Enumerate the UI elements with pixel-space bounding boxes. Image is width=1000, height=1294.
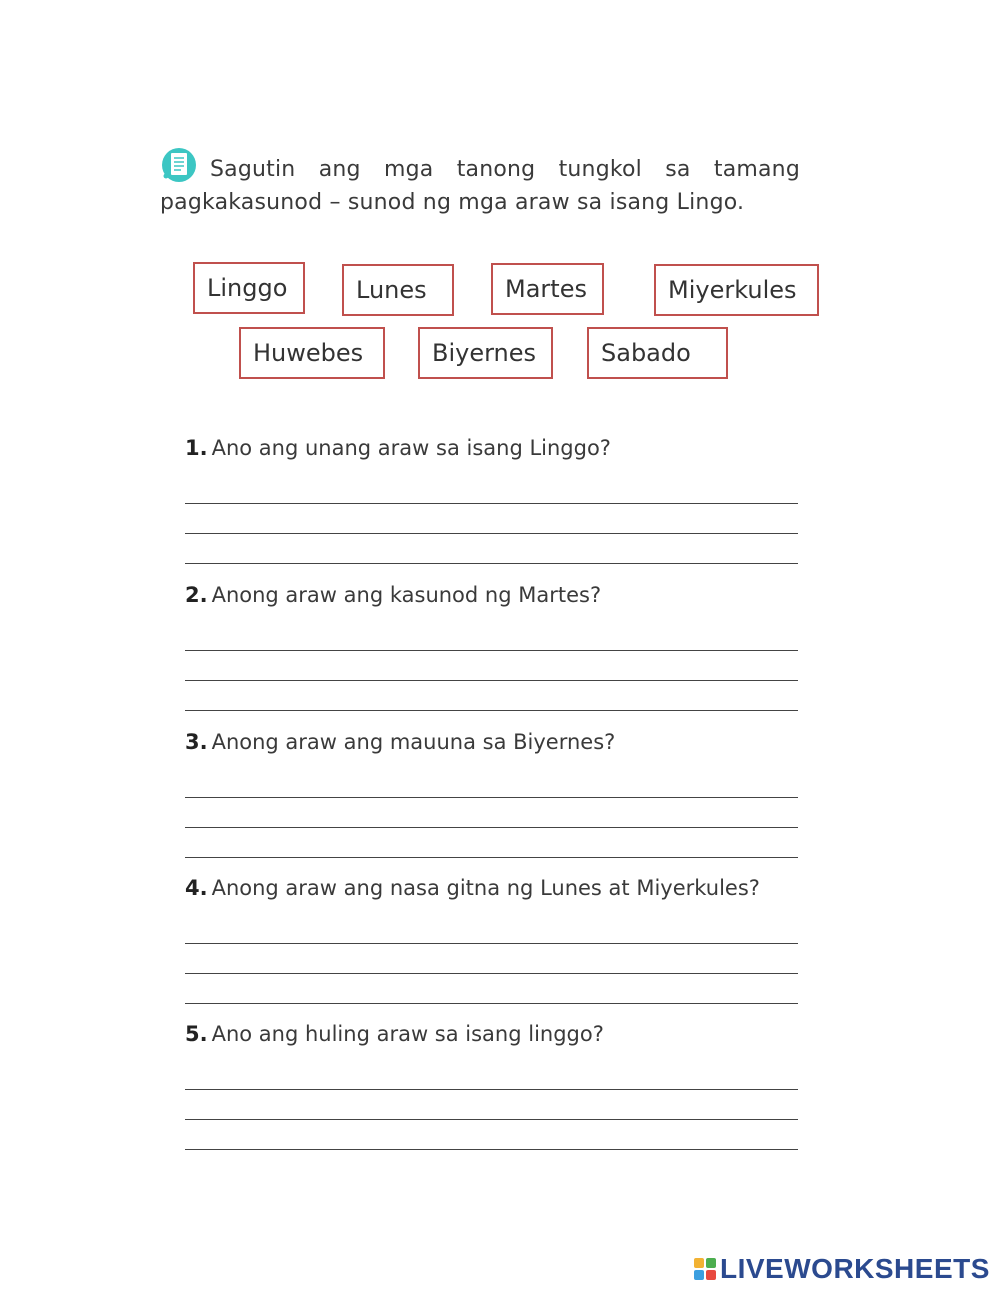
question-5 — [185, 1022, 604, 1046]
day-box-sabado[interactable]: Sabado — [587, 327, 728, 379]
answer-line[interactable] — [185, 563, 798, 564]
answer-line[interactable] — [185, 533, 798, 534]
answer-line[interactable] — [185, 710, 798, 711]
answer-line[interactable] — [185, 973, 798, 974]
logo-text: LIVEWORKSHEETS — [720, 1253, 990, 1284]
instruction — [160, 146, 800, 219]
answer-line[interactable] — [185, 680, 798, 681]
question-3 — [185, 730, 615, 754]
document-chat-icon — [160, 146, 198, 184]
question-text: Anong araw ang mauuna sa Biyernes? — [211, 730, 616, 754]
answer-line[interactable] — [185, 1149, 798, 1150]
answer-line[interactable] — [185, 650, 798, 651]
question-number: 3. — [185, 730, 208, 754]
question-2 — [185, 583, 601, 607]
question-1 — [185, 436, 611, 460]
question-number: 2. — [185, 583, 208, 607]
answer-line[interactable] — [185, 503, 798, 504]
question-text: Anong araw ang nasa gitna ng Lunes at Miyerkules? — [211, 876, 760, 900]
day-box-huwebes[interactable]: Huwebes — [239, 327, 385, 379]
answer-line[interactable] — [185, 943, 798, 944]
answer-line[interactable] — [185, 1003, 798, 1004]
answer-line[interactable] — [185, 1119, 798, 1120]
question-number: 5. — [185, 1022, 208, 1046]
question-text: Anong araw ang kasunod ng Martes? — [211, 583, 602, 607]
day-box-miyerkules[interactable]: Miyerkules — [654, 264, 819, 316]
day-box-martes[interactable]: Martes — [491, 263, 604, 315]
question-number: 4. — [185, 876, 208, 900]
instruction-text: Sagutin ang mga tanong tungkol sa tamang pagkakasunod – sunod ng mga araw sa isang Lingo. — [160, 157, 800, 215]
question-text: Ano ang huling araw sa isang linggo? — [211, 1022, 604, 1046]
question-number: 1. — [185, 436, 208, 460]
liveworksheets-logo[interactable] — [694, 1254, 990, 1284]
day-box-biyernes[interactable]: Biyernes — [418, 327, 553, 379]
answer-line[interactable] — [185, 1089, 798, 1090]
question-4 — [185, 876, 760, 900]
logo-blocks-icon — [694, 1258, 716, 1280]
answer-line[interactable] — [185, 797, 798, 798]
question-text: Ano ang unang araw sa isang Linggo? — [211, 436, 611, 460]
day-box-linggo[interactable]: Linggo — [193, 262, 305, 314]
answer-line[interactable] — [185, 827, 798, 828]
day-box-lunes[interactable]: Lunes — [342, 264, 454, 316]
answer-line[interactable] — [185, 857, 798, 858]
